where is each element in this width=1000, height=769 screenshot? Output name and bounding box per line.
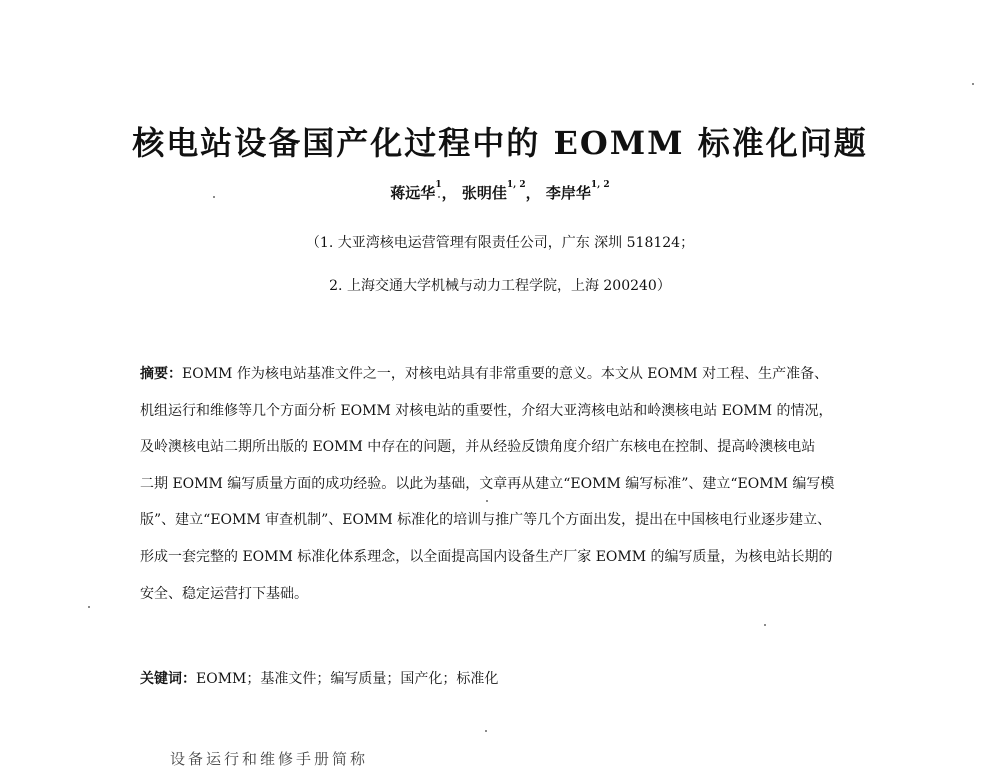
- scan-speck: [213, 196, 215, 198]
- abstract-line: 安全、稳定运营打下基础。: [140, 585, 308, 602]
- abstract-label: 摘要：: [140, 366, 182, 382]
- affiliation-2: 2. 上海交通大学机械与动力工程学院，上海 200240）: [329, 278, 671, 294]
- abstract-line: 形成一套完整的 EOMM 标准化体系理念，以全面提高国内设备生产厂家 EOMM 的编写质量，为核电站长期的: [140, 548, 833, 565]
- affiliation-1: （1. 大亚湾核电运营管理有限责任公司，广东 深圳 518124；: [305, 235, 695, 251]
- keywords-label: 关键词：: [140, 671, 196, 687]
- paper-title: 核电站设备国产化过程中的 EOMM 标准化问题: [132, 124, 868, 162]
- author-affiliation-mark: 1, 2: [590, 180, 610, 190]
- abstract-line: 机组运行和维修等几个方面分析 EOMM 对核电站的重要性，介绍大亚湾核电站和岭澳核电站 EOMM 的情况，: [140, 402, 833, 419]
- author-name: 张明佳: [461, 184, 507, 202]
- keywords-text: EOMM；基准文件；编写质量；国产化；标准化: [196, 671, 499, 687]
- author-separator: ，: [441, 184, 457, 202]
- author-affiliation-mark: 1: [435, 180, 442, 190]
- abstract: [140, 356, 860, 612]
- abstract-line: 二期 EOMM 编写质量方面的成功经验。以此为基础，文章再从建立“EOMM 编写标准”、建立“EOMM 编写模: [140, 475, 835, 492]
- abstract-line: 版”、建立“EOMM 审查机制”、EOMM 标准化的培训与推广等几个方面出发，提出在中国核电行业逐步建立、: [140, 512, 832, 529]
- body-text-cutoff: 设备运行和维修手册简称: [170, 750, 369, 768]
- scan-speck: [438, 196, 440, 198]
- author-separator: ，: [525, 184, 541, 202]
- scan-speck: [88, 606, 90, 608]
- abstract-line: [140, 356, 860, 393]
- scan-speck: [764, 624, 766, 626]
- author-name: 蒋远华: [390, 184, 436, 202]
- scan-speck: [485, 730, 487, 732]
- scan-speck: [486, 500, 488, 502]
- author-name: 李岸华: [545, 184, 591, 202]
- abstract-line: 及岭澳核电站二期所出版的 EOMM 中存在的问题，并从经验反馈角度介绍广东核电在控制、提高岭澳核电站: [140, 439, 816, 456]
- abstract-text: EOMM 作为核电站基准文件之一，对核电站具有非常重要的意义。本文从 EOMM 对工程、生产准备、: [182, 366, 829, 382]
- keywords: [140, 668, 498, 688]
- scan-speck: [972, 83, 974, 85]
- author-affiliation-mark: 1, 2: [506, 180, 526, 190]
- author-list: [0, 182, 1000, 203]
